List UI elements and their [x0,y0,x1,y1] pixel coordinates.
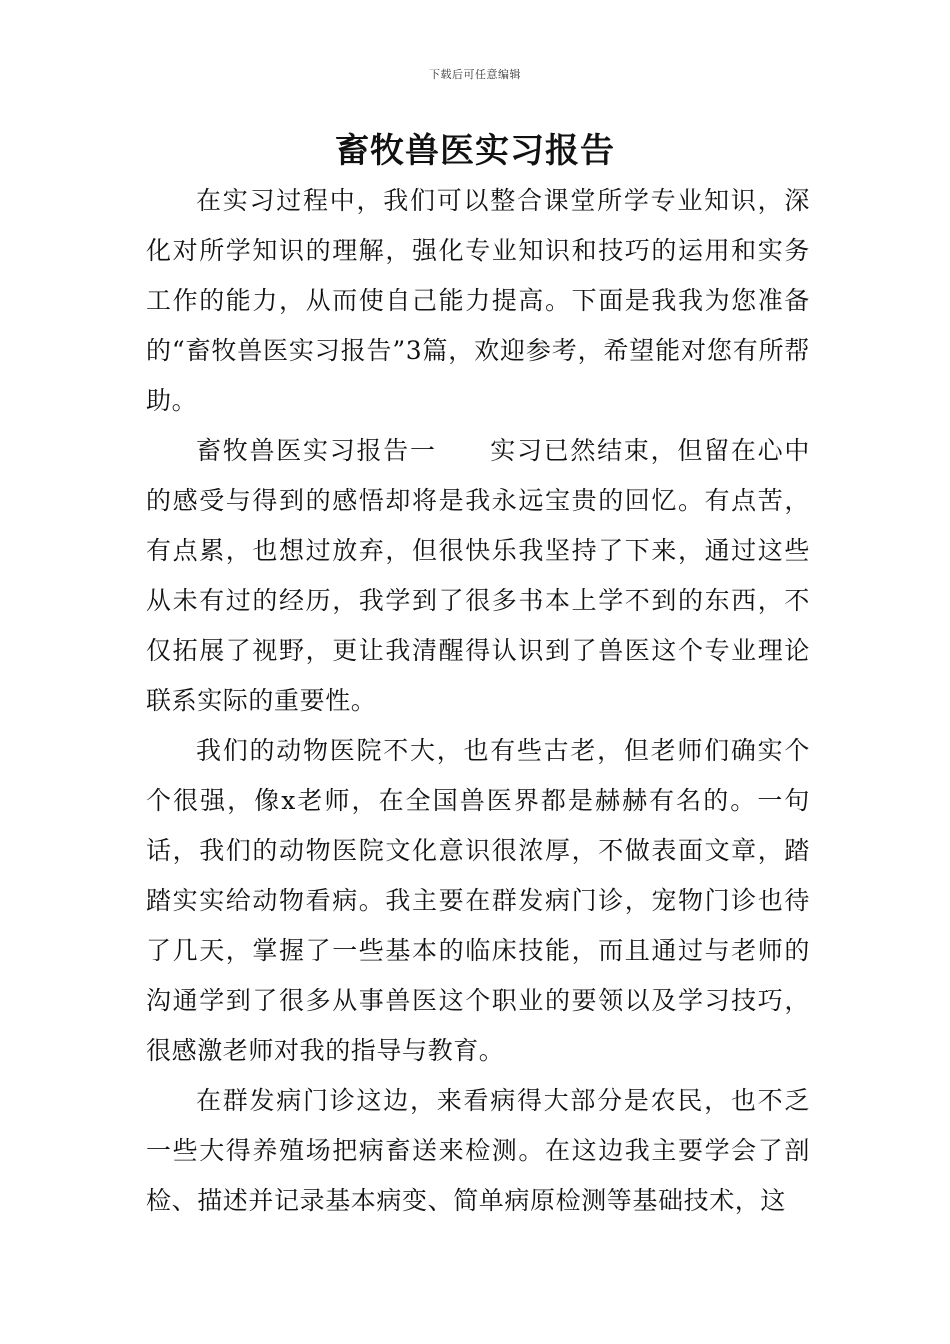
paragraph-intro: 在实习过程中，我们可以整合课堂所学专业知识，深化对所学知识的理解，强化专业知识和技巧的运用和实务工作的能力，从而使自己能力提高。下面是我我为您准备的“畜牧兽医实习报告”3篇，欢迎参考，希望能对您有所帮助。 [146,186,810,415]
header-note: 下载后可任意编辑 [429,68,521,81]
document-body [146,176,810,1226]
paragraph-report-one: 畜牧兽医实习报告一 实习已然结束，但留在心中的感受与得到的感悟却将是我永远宝贵的回忆。有点苦，有点累，也想过放弃，但很快乐我坚持了下来，通过这些从未有过的经历，我学到了很多书本上学不到的东西，不仅拓展了视野，更让我清醒得认识到了兽医这个专业理论联系实际的重要性。 [146,436,810,715]
paragraph-group-clinic: 在群发病门诊这边，来看病得大部分是农民，也不乏一些大得养殖场把病畜送来检测。在这边我主要学会了剖检、描述并记录基本病变、简单病原检测等基础技术，这 [146,1086,810,1215]
document-title: 畜牧兽医实习报告 [335,131,615,171]
paragraph-animal-hospital: 我们的动物医院不大，也有些古老，但老师们确实个个很强，像x老师，在全国兽医界都是赫赫有名的。一句话，我们的动物医院文化意识很浓厚，不做表面文章，踏踏实实给动物看病。我主要在群发病门诊，宠物门诊也待了几天，掌握了一些基本的临床技能，而且通过与老师的沟通学到了很多从事兽医这个职业的要领以及学习技巧，很感激老师对我的指导与教育。 [146,736,810,1065]
